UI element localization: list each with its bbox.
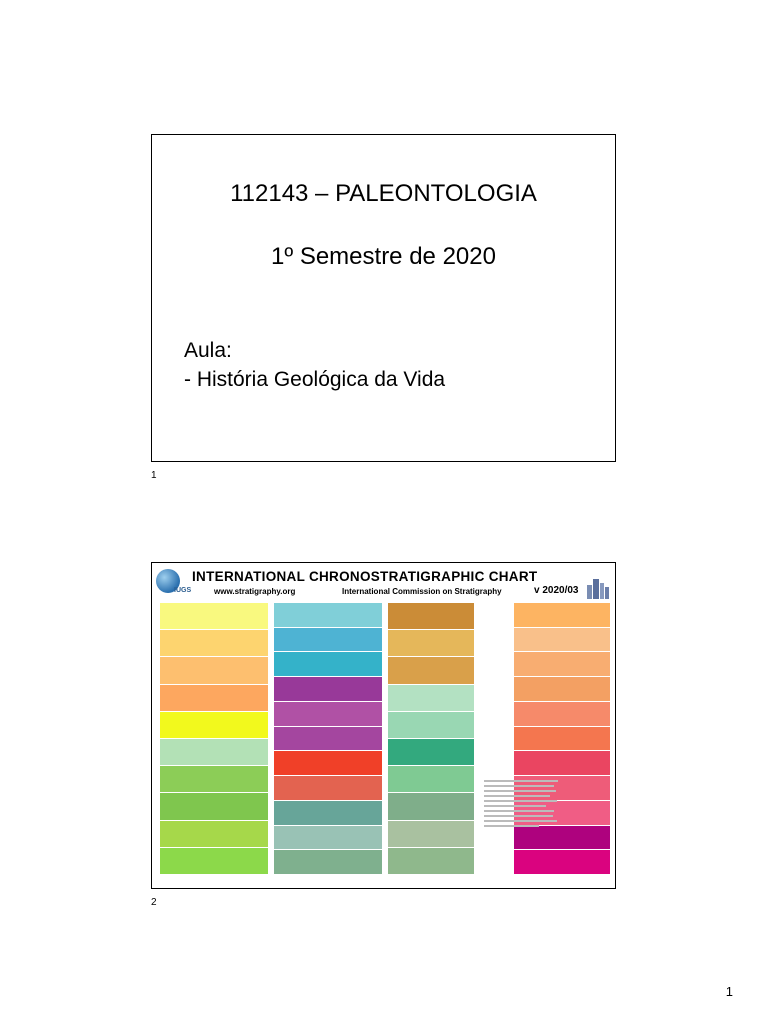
stage-band (160, 848, 268, 874)
lesson-block (184, 336, 445, 394)
paleozoic-column (388, 603, 474, 875)
stage-band (160, 657, 268, 683)
chart-url: www.stratigraphy.org (214, 587, 296, 596)
stage-band (274, 850, 382, 874)
chart-commission: International Commission on Stratigraphy (342, 587, 502, 596)
stage-band (514, 603, 610, 627)
stage-band (274, 603, 382, 627)
stage-band (388, 848, 474, 874)
stage-band (514, 677, 610, 701)
stage-band (388, 630, 474, 656)
stage-band (388, 739, 474, 765)
cenozoic-mesozoic-column (160, 603, 268, 875)
slide-number-1: 1 (151, 470, 157, 481)
chart-notes (484, 780, 562, 870)
course-title: 112143 – PALEONTOLOGIA (230, 180, 537, 207)
stage-band (388, 657, 474, 683)
stage-band (388, 821, 474, 847)
stage-band (160, 603, 268, 629)
stage-band (274, 801, 382, 825)
stage-band (160, 630, 268, 656)
chart-header (152, 563, 615, 601)
stage-band (160, 712, 268, 738)
stage-band (388, 685, 474, 711)
iugs-logo: IUGS (174, 587, 192, 594)
stage-band (514, 652, 610, 676)
stage-band (274, 727, 382, 751)
stage-band (160, 793, 268, 819)
slide-1 (151, 134, 616, 462)
page-number: 1 (725, 984, 733, 999)
slide-number-2: 2 (151, 897, 157, 908)
stage-band (388, 712, 474, 738)
mesozoic-paleozoic-column (274, 603, 382, 875)
stage-band (514, 751, 610, 775)
lesson-topic: - História Geológica da Vida (184, 368, 446, 391)
stage-band (514, 727, 610, 751)
chart-version: v 2020/03 (534, 585, 579, 596)
stage-band (160, 766, 268, 792)
stage-band (274, 751, 382, 775)
stage-band (514, 628, 610, 652)
stage-band (388, 766, 474, 792)
stage-band (160, 739, 268, 765)
stage-band (274, 776, 382, 800)
semester-title: 1º Semestre de 2020 (271, 243, 496, 270)
stage-band (160, 821, 268, 847)
stage-band (514, 702, 610, 726)
lesson-label: Aula: (184, 339, 232, 362)
stage-band (274, 702, 382, 726)
stage-band (388, 603, 474, 629)
stage-band (274, 628, 382, 652)
city-icon (586, 577, 610, 599)
stage-band (274, 652, 382, 676)
chart-title: INTERNATIONAL CHRONOSTRATIGRAPHIC CHART (192, 569, 538, 584)
stage-band (274, 826, 382, 850)
stage-band (388, 793, 474, 819)
stage-band (274, 677, 382, 701)
stage-band (160, 685, 268, 711)
slide-2 (151, 562, 616, 889)
